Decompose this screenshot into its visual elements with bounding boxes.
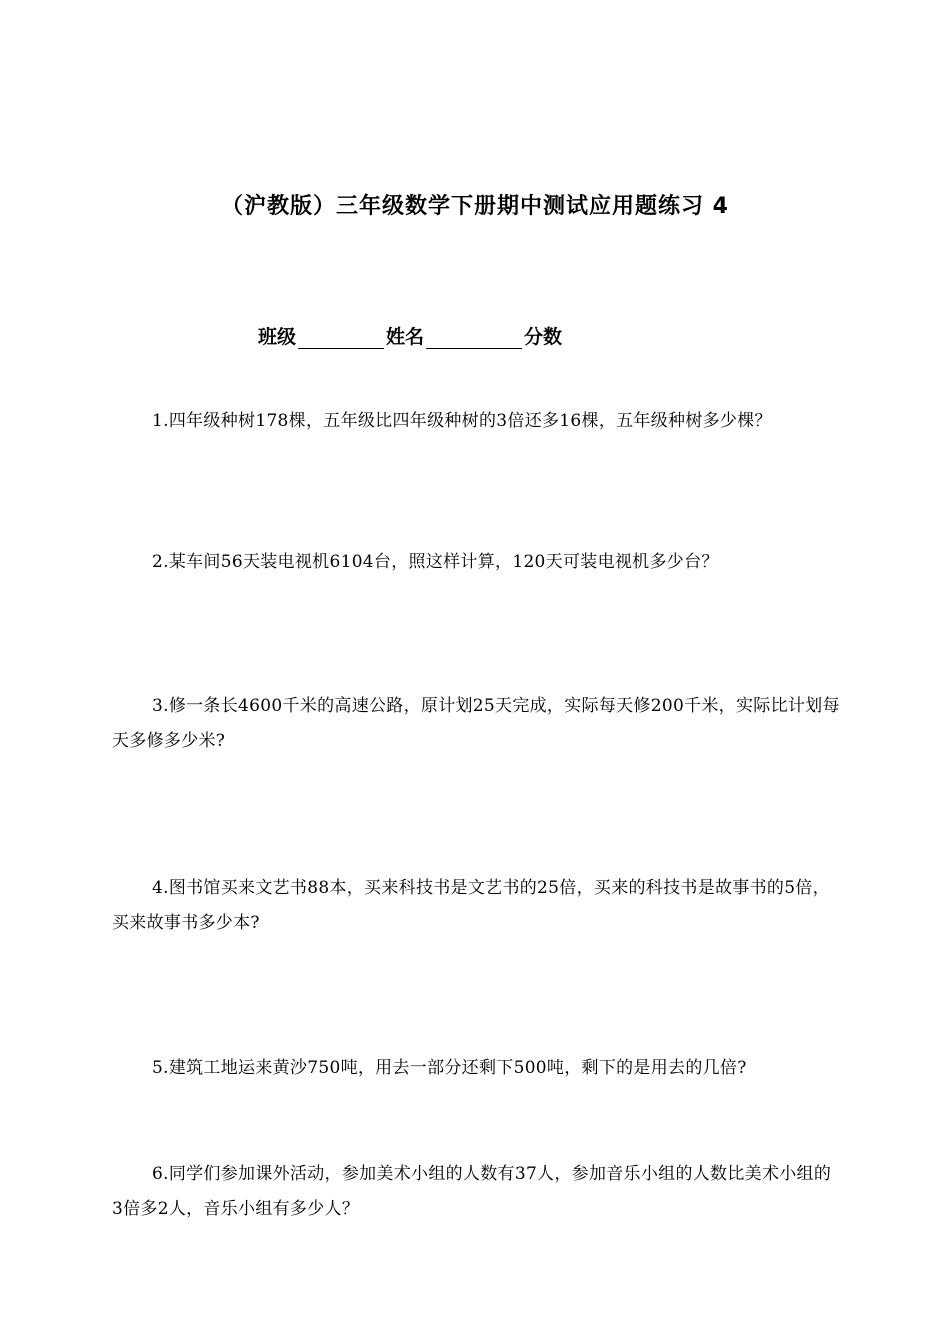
- name-blank: [426, 330, 522, 349]
- question-text: 某车间56天装电视机6104台，照这样计算，120天可装电视机多少台？: [168, 552, 719, 572]
- question-2: [112, 545, 842, 580]
- question-number: 4.: [152, 878, 169, 898]
- question-4: [112, 871, 842, 941]
- class-label: 班级: [258, 326, 297, 348]
- class-blank: [298, 330, 384, 349]
- question-number: 1.: [152, 411, 169, 431]
- question-number: 3.: [152, 696, 169, 716]
- question-text: 图书馆买来文艺书88本，买来科技书是文艺书的25倍，买来的科技书是故事书的5倍，买来故事书多少本?: [112, 878, 830, 933]
- student-info-line: [258, 322, 562, 349]
- question-text: 建筑工地运来黄沙750吨，用去一部分还剩下500吨，剩下的是用去的几倍?: [168, 1058, 747, 1078]
- question-5: [112, 1051, 842, 1086]
- question-6: [112, 1157, 842, 1227]
- name-label: 姓名: [386, 326, 425, 348]
- question-3: [112, 689, 842, 759]
- question-number: 2.: [152, 552, 169, 572]
- question-number: 5.: [152, 1058, 169, 1078]
- page-title: （沪教版）三年级数学下册期中测试应用题练习 4: [221, 194, 729, 219]
- question-text: 修一条长4600千米的高速公路，原计划25天完成，实际每天修200千米，实际比计划每天多修多少米?: [112, 696, 840, 751]
- question-1: [112, 404, 842, 439]
- question-number: 6.: [152, 1164, 169, 1184]
- question-text: 四年级种树178棵，五年级比四年级种树的3倍还多16棵，五年级种树多少棵？: [168, 411, 772, 431]
- question-text: 同学们参加课外活动，参加美术小组的人数有37人，参加音乐小组的人数比美术小组的3倍多2人，音乐小组有多少人？: [112, 1164, 832, 1219]
- score-label: 分数: [524, 326, 563, 348]
